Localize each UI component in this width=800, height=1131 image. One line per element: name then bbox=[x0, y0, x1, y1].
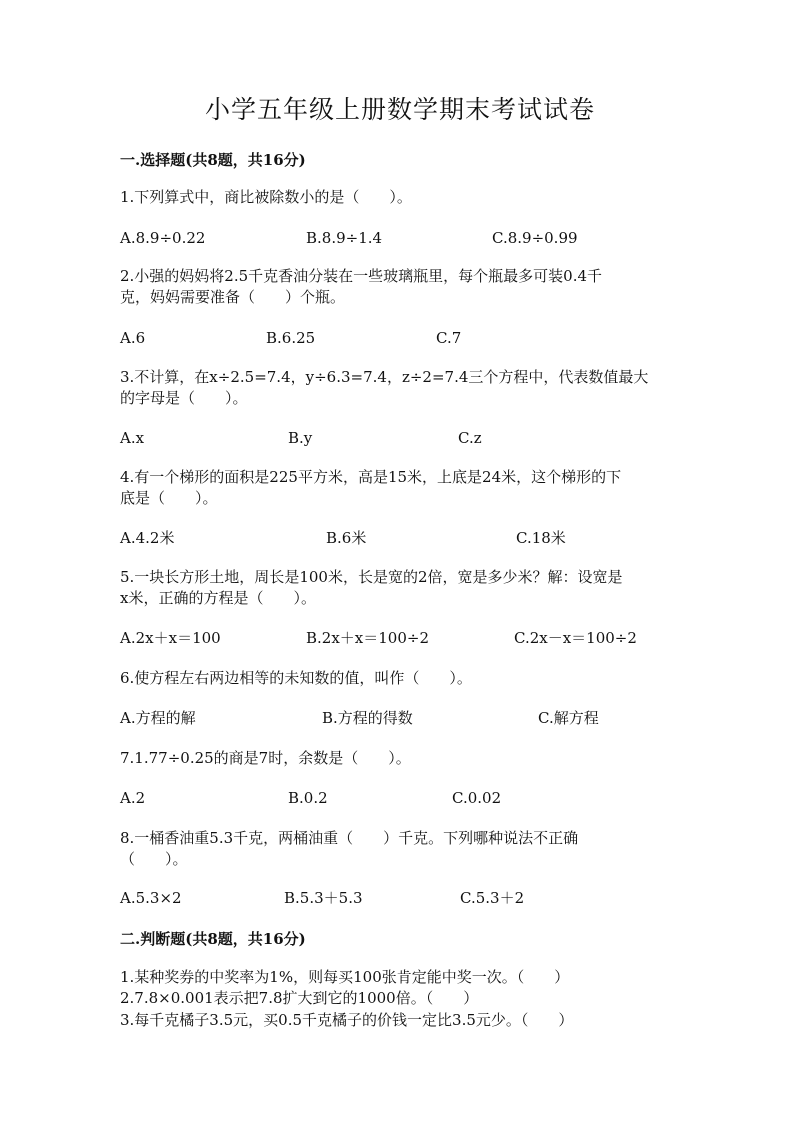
question-2 bbox=[120, 266, 680, 308]
question-text: 2.小强的妈妈将2.5千克香油分装在一些玻璃瓶里，每个瓶最多可装0.4千 bbox=[120, 267, 603, 285]
option-a: A.方程的解 bbox=[120, 709, 196, 727]
question-text: 7.1.77÷0.25的商是7时，余数是（ ）。 bbox=[120, 749, 411, 767]
option-a: A.2x＋x＝100 bbox=[120, 629, 221, 647]
option-a: A.6 bbox=[120, 329, 146, 347]
option-c: C.z bbox=[458, 429, 482, 447]
question-text: （ ）。 bbox=[120, 850, 188, 868]
judgment-question-1 bbox=[120, 967, 680, 988]
question-text: 5.一块长方形土地，周长是100米，长是宽的2倍，宽是多少米？解：设宽是 bbox=[120, 568, 623, 586]
option-c: C.解方程 bbox=[538, 709, 599, 727]
question-text: 8.一桶香油重5.3千克，两桶油重（ ）千克。下列哪种说法不正确 bbox=[120, 829, 579, 847]
option-c: C.8.9÷0.99 bbox=[492, 229, 578, 247]
option-b: B.6.25 bbox=[266, 329, 316, 347]
question-6 bbox=[120, 668, 680, 689]
question-text: 1.某种奖券的中奖率为1%，则每买100张肯定能中奖一次。（ ） bbox=[120, 968, 570, 986]
question-text: 2.7.8×0.001表示把7.8扩大到它的1000倍。（ ） bbox=[120, 989, 479, 1007]
question-7 bbox=[120, 748, 680, 769]
page-title: 小学五年级上册数学期末考试试卷 bbox=[204, 95, 595, 124]
option-a: A.2 bbox=[120, 789, 146, 807]
question-text: 底是（ ）。 bbox=[120, 489, 218, 507]
question-text: x米，正确的方程是（ ）。 bbox=[120, 589, 316, 607]
option-c: C.18米 bbox=[516, 529, 566, 547]
question-1 bbox=[120, 187, 680, 208]
option-b: B.0.2 bbox=[288, 789, 328, 807]
option-b: B.8.9÷1.4 bbox=[306, 229, 383, 247]
section-header-judgment: 二.判断题(共8题，共16分) bbox=[120, 930, 306, 948]
question-8 bbox=[120, 828, 680, 870]
question-text: 克，妈妈需要准备（ ）个瓶。 bbox=[120, 288, 346, 306]
question-text: 4.有一个梯形的面积是225平方米，高是15米，上底是24米，这个梯形的下 bbox=[120, 468, 622, 486]
question-3 bbox=[120, 367, 680, 409]
option-b: B.6米 bbox=[326, 529, 367, 547]
judgment-question-3 bbox=[120, 1010, 680, 1031]
question-text: 的字母是（ ）。 bbox=[120, 389, 248, 407]
option-a: A.x bbox=[120, 429, 145, 447]
question-text: 1.下列算式中，商比被除数小的是（ ）。 bbox=[120, 188, 412, 206]
option-a: A.4.2米 bbox=[120, 529, 175, 547]
option-c: C.5.3＋2 bbox=[460, 889, 525, 907]
question-text: 3.不计算，在x÷2.5=7.4，y÷6.3=7.4，z÷2=7.4三个方程中，代表数值最大 bbox=[120, 368, 649, 386]
question-text: 3.每千克橘子3.5元，买0.5千克橘子的价钱一定比3.5元少。（ ） bbox=[120, 1011, 574, 1029]
question-text: 6.使方程左右两边相等的未知数的值，叫作（ ）。 bbox=[120, 669, 472, 687]
option-a: A.5.3×2 bbox=[120, 889, 182, 907]
option-c: C.0.02 bbox=[452, 789, 502, 807]
option-b: B.方程的得数 bbox=[322, 709, 413, 727]
judgment-question-2 bbox=[120, 988, 680, 1009]
option-b: B.5.3＋5.3 bbox=[284, 889, 363, 907]
option-b: B.2x＋x＝100÷2 bbox=[306, 629, 429, 647]
option-c: C.7 bbox=[436, 329, 462, 347]
option-c: C.2x－x＝100÷2 bbox=[514, 629, 637, 647]
option-a: A.8.9÷0.22 bbox=[120, 229, 206, 247]
section-header-choice: 一.选择题(共8题，共16分) bbox=[120, 151, 306, 169]
question-5 bbox=[120, 567, 680, 609]
option-b: B.y bbox=[288, 429, 313, 447]
question-4 bbox=[120, 467, 680, 509]
